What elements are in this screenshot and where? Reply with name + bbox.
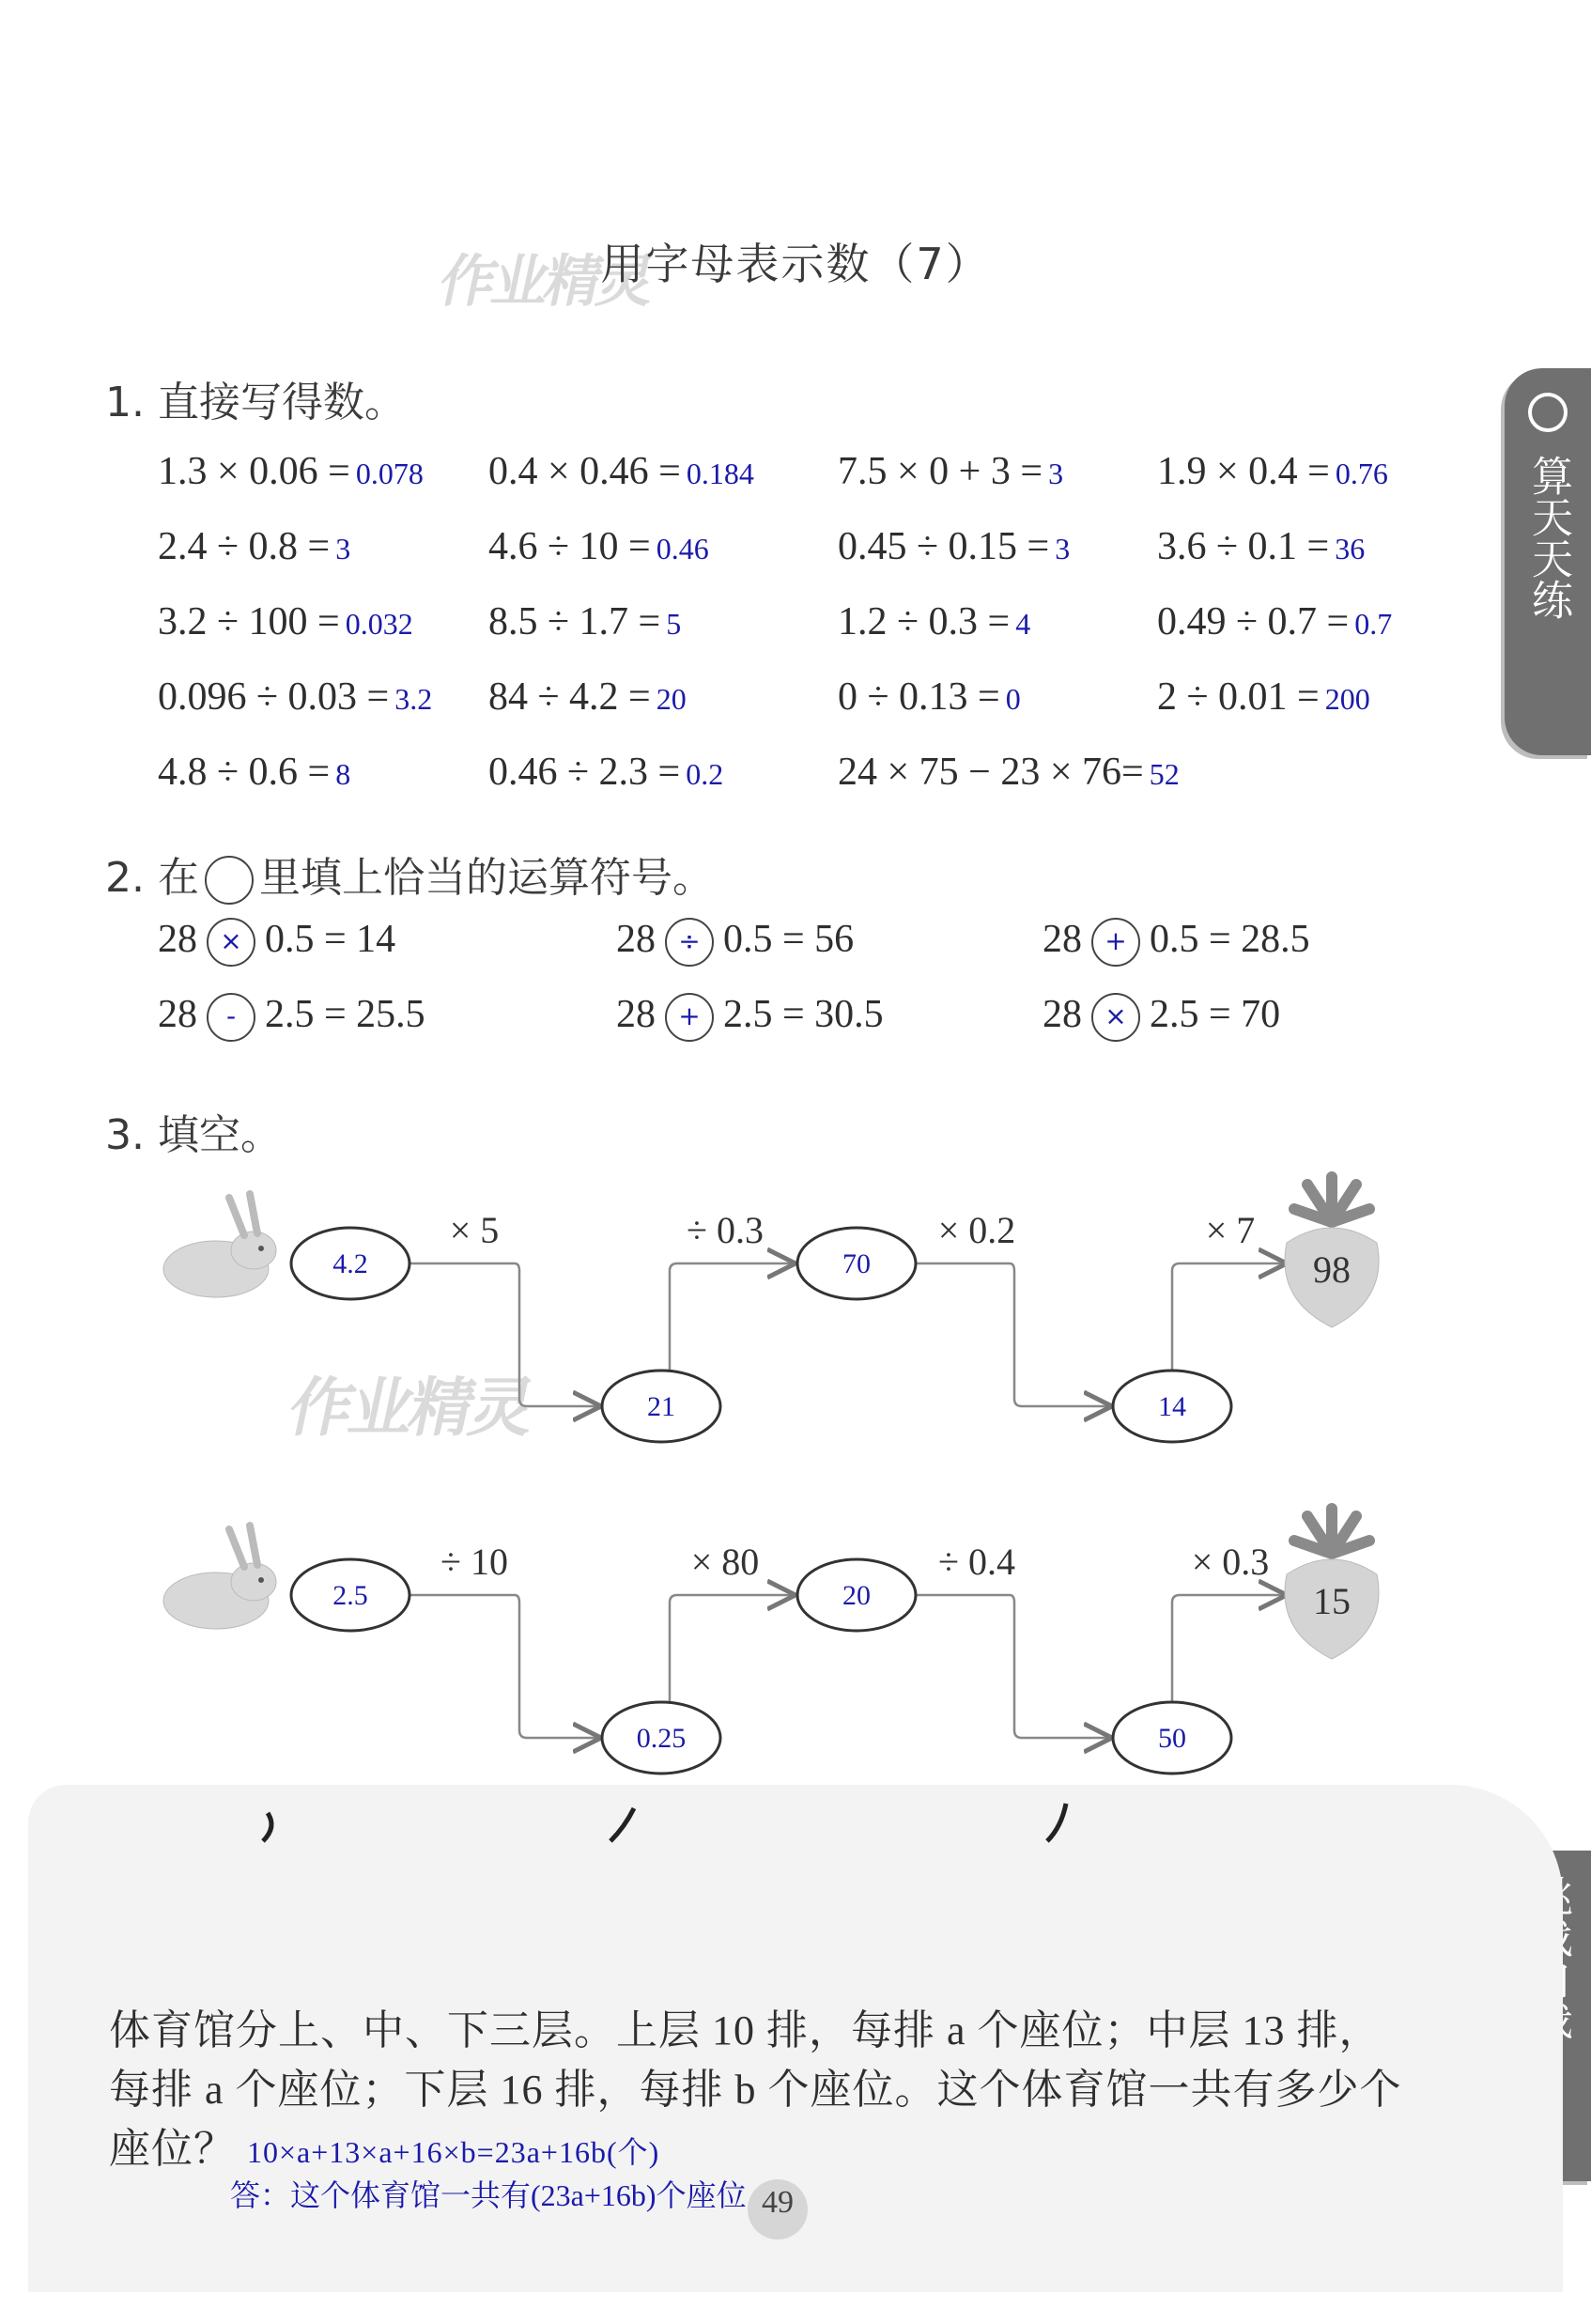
work-line: 10×a+13×a+16×b=23a+16b(个) [247, 2135, 660, 2169]
equation-answer: 20 [656, 682, 687, 716]
equation-answer: 0.7 [1354, 607, 1393, 641]
operand-left: 28 [616, 918, 656, 961]
operator-circle[interactable]: + [1091, 918, 1140, 967]
equation-answer: 3 [1055, 532, 1071, 566]
tab-daily-label: 算天天练 [1524, 455, 1572, 620]
connector-line [1172, 1595, 1287, 1702]
operator-circle[interactable]: + [665, 993, 714, 1042]
node-value: 14 [1158, 1391, 1186, 1422]
rabbit-ears-icon [229, 1194, 257, 1235]
equation-answer: 36 [1335, 532, 1366, 566]
rabbit-head-icon [231, 1232, 276, 1269]
equation-answer: 0.078 [355, 457, 424, 490]
section2-heading-post: 里填上恰当的运算符号。 [258, 854, 714, 902]
equation-question: 0.49 ÷ 0.7 = [1157, 600, 1350, 643]
equation-question: 0.096 ÷ 0.03 = [158, 675, 390, 719]
equation-question: 8.5 ÷ 1.7 = [488, 600, 661, 643]
section3-heading: 3. 填空。 [105, 1111, 282, 1159]
equation-question: 7.5 × 0 + 3 = [838, 450, 1043, 493]
node-value: 0.25 [636, 1723, 687, 1754]
connector-line [409, 1595, 601, 1738]
connector-line [916, 1263, 1112, 1406]
operation-label: × 7 [1205, 1209, 1256, 1251]
watermark-middle: 作业精灵 [282, 1371, 539, 1446]
rabbit-head-icon [231, 1563, 276, 1601]
equation-answer: 0.76 [1335, 457, 1388, 490]
problem-line-3-text: 座位？ [109, 2126, 236, 2172]
equation-question: 3.6 ÷ 0.1 = [1157, 525, 1330, 568]
node-value: 4.2 [332, 1248, 368, 1279]
connector-line [916, 1595, 1112, 1738]
operand-right: 0.5 = 56 [723, 918, 855, 961]
page-number: 49 [762, 2185, 794, 2220]
radish-leaves-icon [1294, 1509, 1369, 1554]
decorative-strokes [0, 1775, 1591, 1860]
equation-question: 0.46 ÷ 2.3 = [488, 751, 681, 794]
problem-line-1: 体育馆分上、中、下三层。上层 10 排，每排 a 个座位；中层 13 排， [109, 2007, 1382, 2053]
equation-question: 84 ÷ 4.2 = [488, 675, 651, 719]
equation-answer: 3.2 [394, 682, 433, 716]
node-value: 50 [1158, 1723, 1186, 1754]
page-title: 用字母表示数（7） [600, 239, 991, 289]
equation-question: 1.9 × 0.4 = [1157, 450, 1330, 493]
answer-line: 答：这个体育馆一共有(23a+16b)个座位 [230, 2178, 747, 2212]
rabbit-eye-icon [258, 1246, 264, 1251]
operation-label: ÷ 10 [440, 1541, 508, 1583]
operation-label: ÷ 0.3 [687, 1209, 764, 1251]
problem-line-2: 每排 a 个座位；下层 16 排，每排 b 个座位。这个体育馆一共有多少个 [109, 2067, 1402, 2113]
equation-answer: 5 [666, 607, 682, 641]
operation-label: × 5 [449, 1209, 500, 1251]
section2-heading-pre: 2. 在 [105, 854, 199, 902]
operand-left: 28 [158, 993, 197, 1036]
equation-answer: 200 [1324, 682, 1370, 716]
operand-left: 28 [616, 993, 656, 1036]
node-value: 21 [647, 1391, 675, 1422]
equation-answer: 0.2 [686, 757, 724, 791]
equation-question: 0.45 ÷ 0.15 = [838, 525, 1050, 568]
connector-line [670, 1595, 796, 1702]
node-value: 70 [842, 1248, 871, 1279]
connector-line [1172, 1263, 1287, 1371]
problem-line-3 [109, 2115, 659, 2175]
operand-right: 2.5 = 30.5 [723, 993, 884, 1036]
equation-question: 24 × 75 − 23 × 76= [838, 751, 1144, 794]
operand-left: 28 [158, 918, 197, 961]
watermark-top: 作业精灵 [433, 249, 658, 315]
operand-right: 2.5 = 70 [1150, 993, 1281, 1036]
operand-right: 0.5 = 28.5 [1150, 918, 1310, 961]
equation-question: 0.4 × 0.46 = [488, 450, 681, 493]
equation-answer: 0.46 [656, 532, 709, 566]
operation-label: × 80 [690, 1541, 760, 1583]
operator-circle[interactable]: × [207, 918, 255, 967]
equation-answer: 3 [335, 532, 351, 566]
operand-right: 0.5 = 14 [265, 918, 396, 961]
result-value: 15 [1313, 1580, 1351, 1622]
equation-question: 4.6 ÷ 10 = [488, 525, 651, 568]
equation-answer: 8 [335, 757, 351, 791]
operator-circle[interactable]: - [207, 993, 255, 1042]
rabbit-eye-icon [258, 1577, 264, 1583]
equation-question: 2.4 ÷ 0.8 = [158, 525, 331, 568]
equation-answer: 0.184 [686, 457, 754, 490]
equation-answer: 0.032 [345, 607, 413, 641]
rabbit-ears-icon [229, 1526, 257, 1567]
operator-circle[interactable]: ÷ [665, 918, 714, 967]
equation-question: 1.2 ÷ 0.3 = [838, 600, 1011, 643]
section1-heading: 1. 直接写得数。 [105, 379, 406, 426]
operation-label: ÷ 0.4 [938, 1541, 1015, 1583]
node-value: 2.5 [332, 1580, 368, 1611]
radish-leaves-icon [1294, 1177, 1369, 1222]
operand-left: 28 [1043, 993, 1082, 1036]
operand-right: 2.5 = 25.5 [265, 993, 425, 1036]
equation-question: 3.2 ÷ 100 = [158, 600, 340, 643]
equation-answer: 52 [1149, 757, 1180, 791]
result-value: 98 [1313, 1248, 1351, 1291]
operator-circle[interactable]: × [1091, 993, 1140, 1042]
equation-answer: 3 [1048, 457, 1064, 490]
operation-label: × 0.3 [1191, 1541, 1270, 1583]
node-value: 20 [842, 1580, 871, 1611]
equation-question: 0 ÷ 0.13 = [838, 675, 1000, 719]
equation-question: 2 ÷ 0.01 = [1157, 675, 1320, 719]
connector-line [670, 1263, 796, 1371]
equation-question: 1.3 × 0.06 = [158, 450, 350, 493]
operation-label: × 0.2 [937, 1209, 1016, 1251]
operand-left: 28 [1043, 918, 1082, 961]
equation-answer: 4 [1015, 607, 1031, 641]
equation-answer: 0 [1005, 682, 1021, 716]
equation-question: 4.8 ÷ 0.6 = [158, 751, 331, 794]
